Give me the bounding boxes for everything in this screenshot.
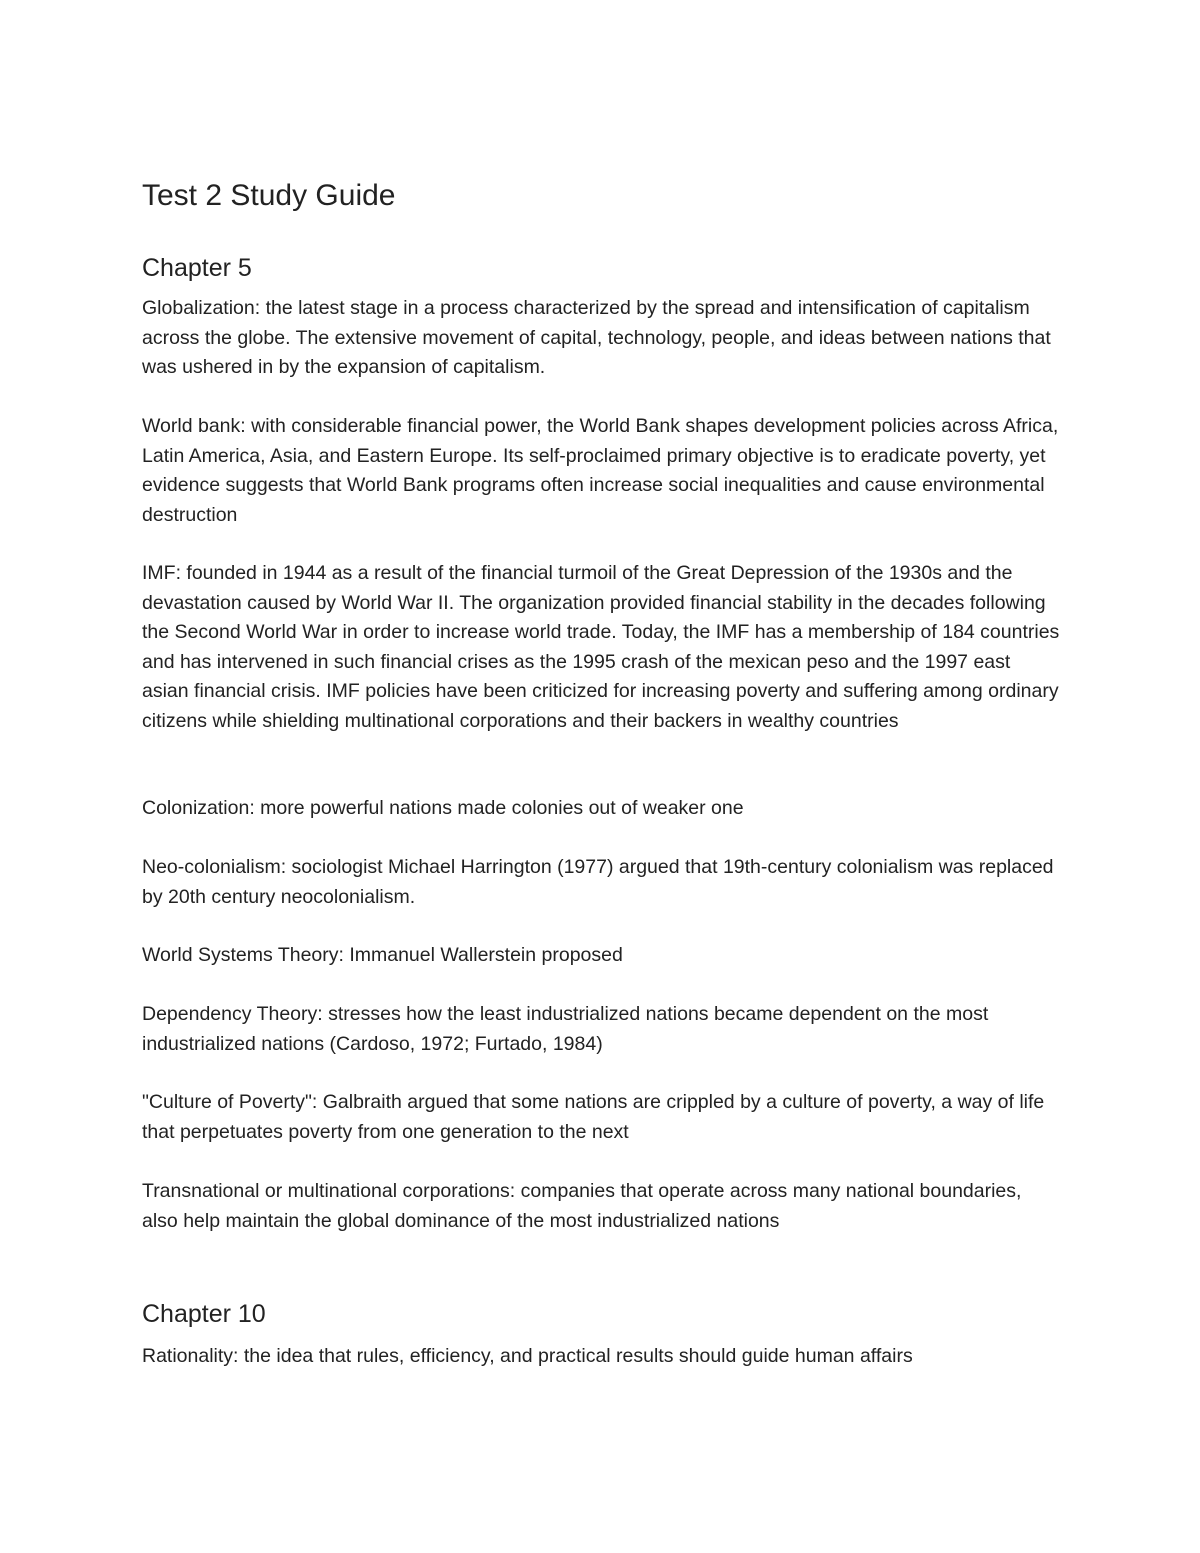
- entry-world-systems-theory: World Systems Theory: Immanuel Wallerstein proposed: [142, 944, 623, 966]
- entry-globalization: Globalization: the latest stage in a process characterized by the spread and intensification of capitalism across the globe. The extensive movement of capital, technology, people, and ideas between nations that was ushered in by the expansion of capitalism.: [142, 297, 1051, 378]
- entry-imf: IMF: founded in 1944 as a result of the financial turmoil of the Great Depression of the 1930s and the devastation caused by World War II. The organization provided financial stability in the decades following the Second World War in order to increase world trade. Today, the IMF has a membership of 184 countries and has intervened in such financial crises as the 1995 crash of the mexican peso and the 1997 east asian financial crisis. IMF policies have been criticized for increasing poverty and suffering among ordinary citizens while shielding multinational corporations and their backers in wealthy countries: [142, 562, 1060, 732]
- entry-culture-of-poverty: "Culture of Poverty": Galbraith argued that some nations are crippled by a culture of poverty, a way of life that perpetuates poverty from one generation to the next: [142, 1091, 1045, 1143]
- entry-dependency-theory: Dependency Theory: stresses how the least industrialized nations became dependent on the most industrialized nations (Cardoso, 1972; Furtado, 1984): [142, 1003, 989, 1055]
- entry-world-bank: World bank: with considerable financial power, the World Bank shapes development policies across Africa, Latin America, Asia, and Eastern Europe. Its self-proclaimed primary objective is to eradicate poverty, yet evidence suggests that World Bank programs often increase social inequalities and cause environmental destruction: [142, 415, 1059, 526]
- chapter-10-heading: Chapter 10: [142, 1300, 266, 1328]
- entry-rationality: Rationality: the idea that rules, efficiency, and practical results should guide human affairs: [142, 1345, 913, 1367]
- entry-transnational-corporations: Transnational or multinational corporations: companies that operate across many national boundaries, also help maintain the global dominance of the most industrialized nations: [142, 1180, 1022, 1232]
- chapter-5-heading: Chapter 5: [142, 254, 252, 282]
- entry-neo-colonialism: Neo-colonialism: sociologist Michael Harrington (1977) argued that 19th-century colonialism was replaced by 20th century neocolonialism.: [142, 856, 1054, 908]
- document-title: Test 2 Study Guide: [142, 179, 396, 212]
- entry-colonization: Colonization: more powerful nations made colonies out of weaker one: [142, 797, 744, 819]
